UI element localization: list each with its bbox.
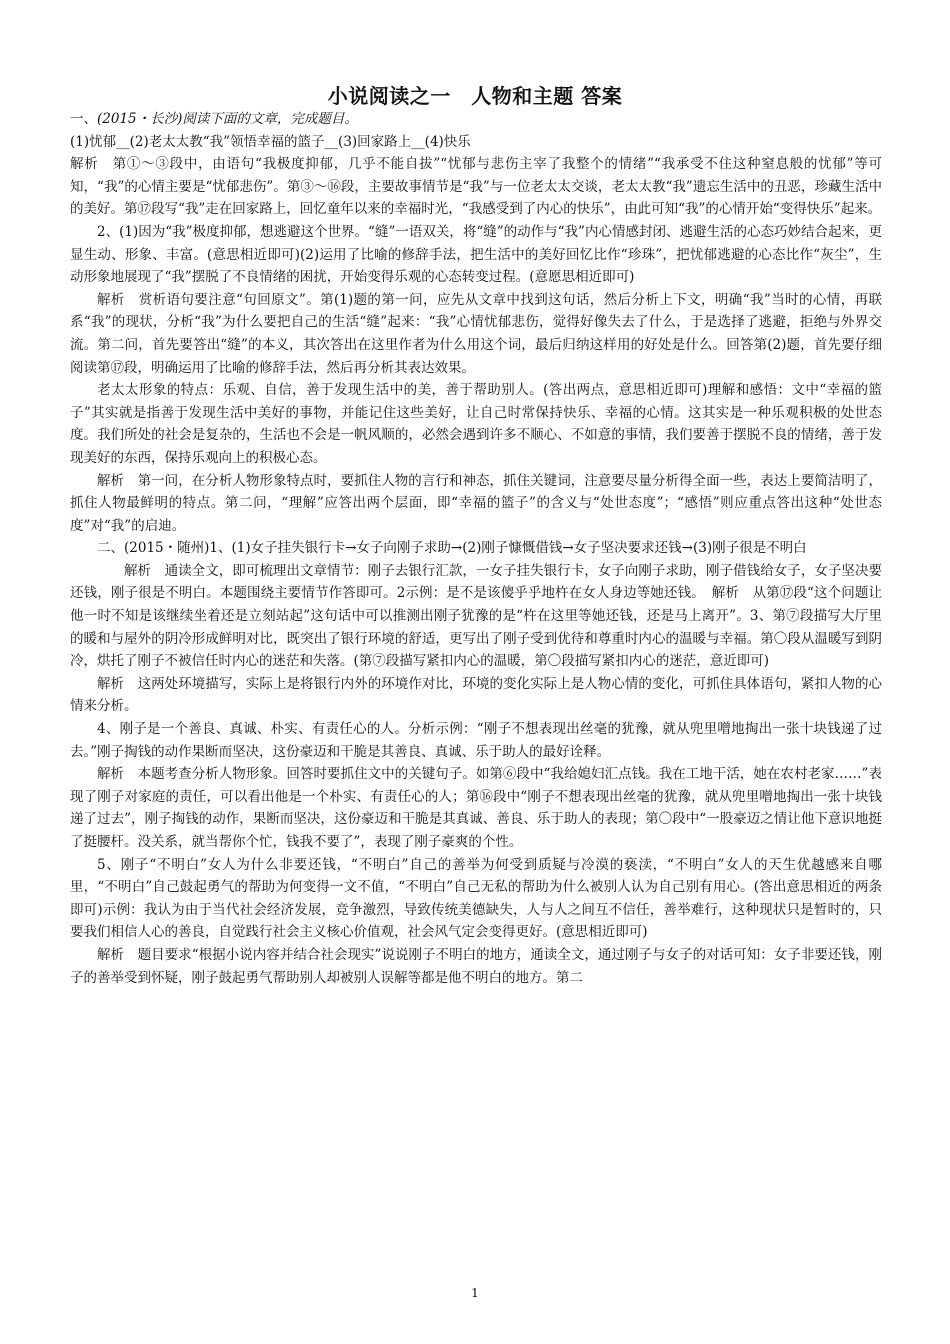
paragraph: 老太太形象的特点：乐观、自信，善于发现生活中的美，善于帮助别人。(答出两点，意思相近即可)理解和感悟：文中“幸福的篮子”其实就是指善于发现生活中美好的事物，并能记住这些美好，让自己时常保持快乐、幸福的心情。这其实是一种乐观积极的处世态度。我们所处的社会是复杂的，生活也不会是一帆风顺的，必然会遇到许多不顺心、不如意的事情，我们要善于摆脱不良的情绪，善于发现美好的东西，保持乐观向上的积极心态。	[70, 382, 882, 466]
document-title: 小说阅读之一 人物和主题 答案	[327, 84, 623, 108]
paragraph: 解析 这两处环境描写，实际上是将银行内外的环境作对比，环境的变化实际上是人物心情的变化，可抓住具体语句，紧扣人物的心情来分析。	[70, 675, 882, 715]
paragraph: 解析 第一问，在分析人物形象特点时，要抓住人物的言行和神态，抓住关键词，注意要尽量分析得全面一些，表达上要简洁明了，抓住人物最鲜明的特点。第二问，“理解”应答出两个层面，即“幸福的篮子”的含义与“处世态度”；“感悟”则应重点答出这种“处世态度”对“我”的启迪。	[70, 472, 882, 534]
section-heading	[70, 108, 882, 131]
section-number: 一、	[70, 111, 97, 127]
page-number: 1	[471, 1286, 479, 1300]
document-body	[70, 108, 882, 989]
paragraph: (1)忧郁__(2)老太太教“我”领悟幸福的篮子__(3)回家路上__(4)快乐	[70, 133, 471, 150]
paragraph: 4、刚子是一个善良、真诚、朴实、有责任心的人。分析示例：“刚子不想表现出丝毫的犹豫，就从兜里噌地掏出一张十块钱递了过去。”刚子掏钱的动作果断而坚决，这份豪迈和干脆是其善良、真诚、乐于助人的最好诠释。	[70, 721, 882, 760]
paragraph: 解析 题目要求“根据小说内容并结合社会现实”说说刚子不明白的地方，通读全文，通过刚子与女子的对话可知：女子非要还钱，刚子的善举受到怀疑，刚子鼓起勇气帮助别人却被别人误解等都是他不明白的地方。第二	[70, 946, 882, 986]
paragraph: 解析 第①～③段中，由语句“我极度抑郁，几乎不能自拔”“忧郁与悲伤主宰了我整个的情绪”“我承受不住这种窒息般的忧郁”等可知，“我”的心情主要是“忧郁悲伤”。第③～⑯段，主要故事情节是“我”与一位老太太交谈，老太太教“我”遗忘生活中的丑恶，珍藏生活中的美好。第⑰段写“我”走在回家路上，回忆童年以来的幸福时光，“我感受到了内心的快乐”，由此可知“我”的心情开始“变得快乐”起来。	[70, 156, 882, 218]
paragraph: 2、(1)因为“我”极度抑郁，想逃避这个世界。“缝”一语双关，将“缝”的动作与“我”内心情感封闭、逃避生活的心态巧妙结合起来，更显生动、形象、丰富。(意思相近即可)(2)运用了比喻的修辞手法，把生活中的美好回忆比作“珍珠”，把忧郁逃避的心态比作“灰尘”，生动形象地展现了“我”摆脱了不良情绪的困扰，开始变得乐观的心态转变过程。(意愿思相近即可)	[70, 223, 882, 286]
paragraph: 解析 通读全文，即可梳理出文章情节：刚子去银行汇款，一女子挂失银行卡，女子向刚子求助，刚子借钱给女子，女子坚决要还钱，刚子很是不明白。本题围绕主要情节作答即可。2示例：是不是该傻乎乎地杵在女人身边等她还钱。 解析 从第⑰段“这个问题让他一时不知是该继续坐着还是立刻站起”这句话中可以推测出刚子犹豫的是“杵在这里等她还钱，还是马上离开”。3、第⑦段描写大厅里的暖和与屋外的阴冷形成鲜明对比，既突出了银行环境的舒适，更写出了刚子受到优待和尊重时内心的温暖与幸福。第〇段从温暖写到阴冷，烘托了刚子不被信任时内心的迷茫和失落。(第⑦段描写紧扣内心的温暖，第〇段描写紧扣内心的迷茫，意近即可)	[70, 562, 882, 670]
paragraph: 解析 本题考查分析人物形象。回答时要抓住文中的关键句子。如第⑥段中“我给媳妇汇点钱。我在工地干活，她在农村老家……”表现了刚子对家庭的责任，可以看出他是一个朴实、有责任心的人；第⑯段中“刚子不想表现出丝毫的犹豫，就从兜里噌地掏出一张十块钱递了过去”，刚子掏钱的动作，果断而坚决，这份豪迈和干脆是其真诚、善良、乐于助人的表现；第〇段中“一股豪迈之情让他下意识地挺了挺腰杆。没关系，就当帮你个忙，钱我不要了”，表现了刚子豪爽的个性。	[70, 766, 882, 850]
paragraph: 解析 赏析语句要注意“句回原文”。第(1)题的第一问，应先从文章中找到这句话，然后分析上下文，明确“我”当时的心情，再联系“我”的现状，分析“我”为什么要把自己的生活“缝”起来：“我”心情忧郁悲伤，觉得好像失去了什么，于是选择了逃避，拒绝与外界交流。第二问，首先要答出“缝”的本义，其次答出在这里作者为什么用这个词，最后归纳这样用的好处是什么。回答第(2)题，首先要仔细阅读第⑰段，明确运用了比喻的修辞手法，然后再分析其表达效果。	[70, 291, 882, 376]
paragraph: 二、(2015・随州)1、(1)女子挂失银行卡→女子向刚子求助→(2)刚子慷慨借钱→女子坚决要求还钱→(3)刚子很是不明白	[97, 540, 807, 557]
paragraph: 5、刚子“不明白”女人为什么非要还钱，“不明白”自己的善举为何受到质疑与冷漠的亵渎，“不明白”女人的天生优越感来自哪里，“不明白”自己鼓起勇气的帮助为何变得一文不值，“不明白”自己无私的帮助为什么被别人认为自己别有用心。(答出意思相近的两条即可)示例：我认为由于当代社会经济发展，竞争激烈，导致传统美德缺失，人与人之间互不信任，善举难行，这种现状只是暂时的，只要我们相信人心的善良，自觉践行社会主义核心价值观，社会风气定会变得更好。(意思相近即可)	[70, 856, 882, 941]
section-instruction: (2015・长沙)阅读下面的文章，完成题目。	[97, 111, 358, 127]
